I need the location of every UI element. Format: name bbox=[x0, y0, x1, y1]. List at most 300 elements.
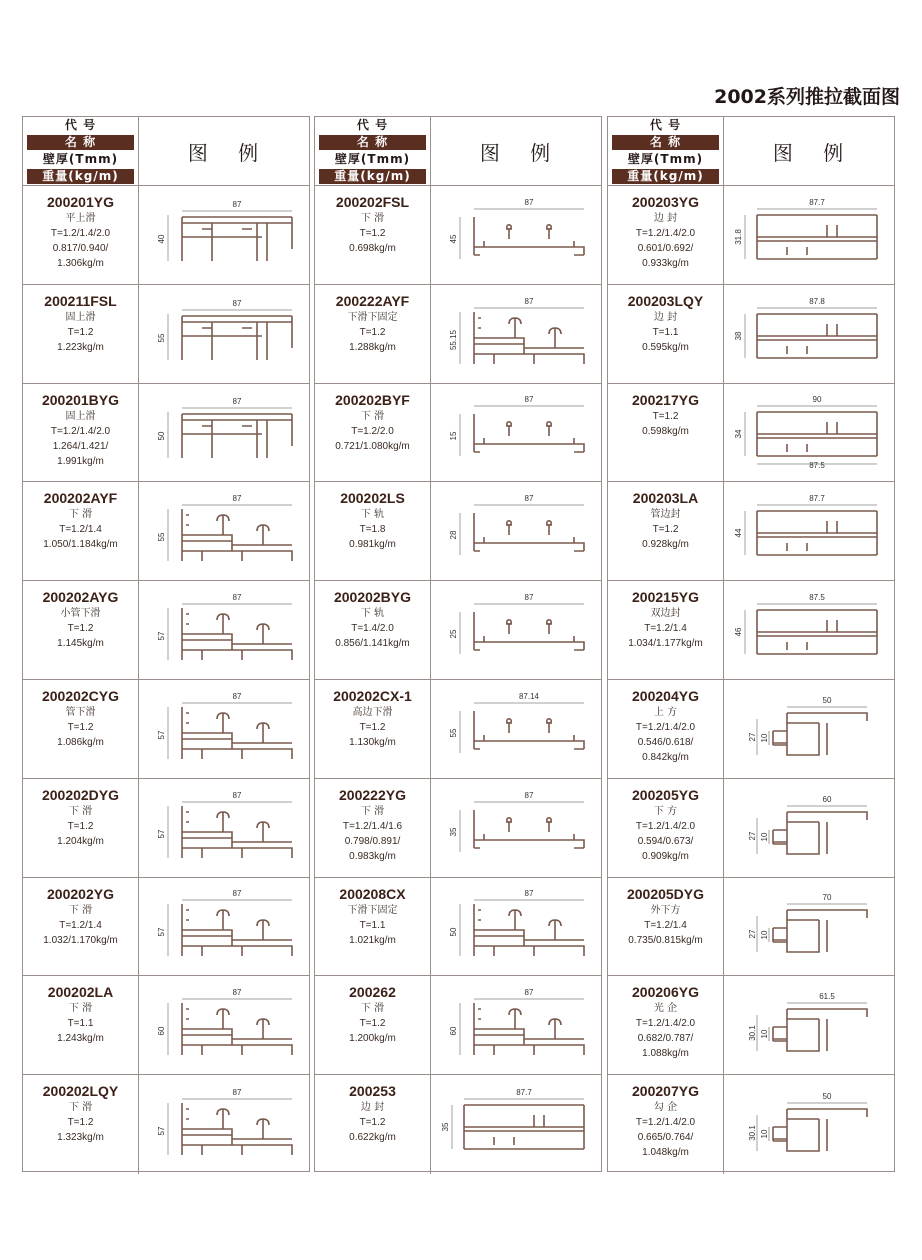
profile-code: 200202LA bbox=[47, 984, 114, 1001]
profile-spec: T=1.8 bbox=[359, 524, 386, 536]
profile-row bbox=[608, 1075, 894, 1174]
dimension-label: 50 bbox=[822, 1091, 831, 1101]
dimension-label: 87 bbox=[524, 395, 533, 405]
profile-name: 上 方 bbox=[653, 706, 678, 718]
profile-info bbox=[608, 779, 723, 877]
catalog-panel-right bbox=[607, 116, 895, 1172]
profile-name: 光 企 bbox=[653, 1003, 678, 1015]
profile-code: 200202BYG bbox=[333, 589, 412, 606]
profile-section-drawing bbox=[727, 386, 892, 478]
profile-row bbox=[608, 581, 894, 680]
profile-code: 200222AYF bbox=[335, 292, 410, 309]
profile-info bbox=[315, 976, 430, 1074]
dimension-label: 55 bbox=[448, 728, 458, 738]
dimension-label: 27 bbox=[747, 930, 757, 939]
profile-row bbox=[608, 976, 894, 1075]
profile-code: 200202AYG bbox=[42, 589, 119, 606]
profile-figure bbox=[138, 186, 309, 284]
profile-spec: T=1.2/1.4/2.0 bbox=[635, 721, 696, 733]
dimension-label: 38 bbox=[733, 331, 743, 341]
profile-row bbox=[608, 482, 894, 581]
profile-row bbox=[315, 186, 601, 285]
profile-section-drawing bbox=[434, 584, 599, 676]
profile-name: 下 滑 bbox=[360, 213, 385, 224]
dimension-label: 40 bbox=[156, 234, 166, 244]
profile-spec: 1.243kg/m bbox=[57, 1033, 104, 1045]
profile-name: 边 封 bbox=[360, 1102, 385, 1114]
profile-spec: T=1.2/2.0 bbox=[351, 425, 394, 437]
dimension-label: 87.7 bbox=[515, 1087, 532, 1097]
profile-spec: T=1.2/1.4/2.0 bbox=[635, 228, 696, 239]
profile-section-drawing bbox=[727, 880, 892, 972]
profile-section-drawing bbox=[727, 979, 892, 1071]
profile-spec: T=1.2/1.4 bbox=[644, 623, 687, 635]
dimension-label: 50 bbox=[156, 432, 166, 441]
profile-info bbox=[315, 680, 430, 778]
dimension-label: 87 bbox=[524, 494, 533, 504]
profile-spec: 0.928kg/m bbox=[642, 539, 689, 551]
dimension-label: 50 bbox=[448, 928, 458, 937]
profile-figure bbox=[430, 878, 601, 976]
profile-name: 小管下滑 bbox=[60, 608, 101, 620]
profile-row bbox=[608, 186, 894, 285]
profile-section-drawing bbox=[142, 288, 307, 380]
profile-spec: T=1.2 bbox=[359, 228, 386, 239]
dimension-label: 55.15 bbox=[448, 329, 458, 350]
profile-spec: 0.598kg/m bbox=[642, 425, 689, 437]
profile-info bbox=[608, 581, 723, 679]
profile-figure bbox=[723, 976, 894, 1074]
profile-spec: T=1.4/2.0 bbox=[351, 623, 394, 635]
header-code-label: 代 号 bbox=[356, 118, 389, 132]
dimension-label: 60 bbox=[822, 794, 831, 804]
profile-spec: T=1.2 bbox=[67, 721, 94, 733]
profile-figure bbox=[430, 1075, 601, 1174]
dimension-label: 70 bbox=[822, 893, 831, 903]
profile-name: 下 滑 bbox=[360, 1003, 385, 1015]
profile-spec: 1.288kg/m bbox=[349, 341, 396, 353]
profile-figure bbox=[430, 384, 601, 482]
dimension-label: 87.5 bbox=[808, 593, 825, 603]
profile-info bbox=[23, 878, 138, 976]
profile-name: 边 封 bbox=[653, 311, 678, 323]
profile-spec: T=1.2/1.4/1.6 bbox=[342, 820, 403, 832]
profile-figure bbox=[138, 285, 309, 383]
header-weight-label: 重量(kg/m) bbox=[27, 169, 134, 184]
profile-spec: 1.145kg/m bbox=[57, 638, 104, 650]
profile-row bbox=[315, 878, 601, 977]
profile-section-drawing bbox=[142, 189, 307, 281]
dimension-label: 30.1 bbox=[747, 1025, 757, 1042]
profile-section-drawing bbox=[142, 683, 307, 775]
dimension-label: 10 bbox=[759, 1129, 769, 1139]
dimension-label: 57 bbox=[156, 1126, 166, 1136]
profile-code: 200211FSL bbox=[44, 292, 117, 309]
profile-code: 200253 bbox=[349, 1083, 396, 1100]
profile-section-drawing bbox=[727, 485, 892, 577]
profile-info bbox=[315, 384, 430, 482]
profile-row bbox=[608, 384, 894, 483]
dimension-label: 87 bbox=[232, 1087, 241, 1097]
profile-spec: 0.933kg/m bbox=[642, 258, 689, 269]
profile-figure bbox=[430, 186, 601, 284]
profile-name: 管下滑 bbox=[65, 706, 96, 718]
dimension-label: 87 bbox=[232, 790, 241, 800]
dimension-label: 87 bbox=[524, 988, 533, 998]
profile-row bbox=[23, 482, 309, 581]
header-code-label: 代 号 bbox=[64, 118, 97, 132]
profile-figure bbox=[723, 1075, 894, 1174]
profile-spec: T=1.2 bbox=[359, 1018, 386, 1030]
profile-code: 200201BYG bbox=[41, 391, 120, 408]
profile-figure bbox=[723, 581, 894, 679]
dimension-label: 10 bbox=[759, 931, 769, 940]
profile-spec: 0.546/0.618/ bbox=[637, 736, 694, 748]
dimension-label: 10 bbox=[759, 733, 769, 743]
profile-figure bbox=[723, 186, 894, 284]
profile-spec: 1.264/1.421/ bbox=[52, 440, 109, 452]
profile-figure bbox=[723, 680, 894, 778]
profile-code: 200207YG bbox=[632, 1083, 699, 1100]
profile-row bbox=[23, 384, 309, 483]
profile-info bbox=[23, 384, 138, 482]
profile-name: 下 滑 bbox=[68, 1102, 93, 1114]
profile-name: 下 滑 bbox=[68, 904, 93, 916]
profile-spec: 1.204kg/m bbox=[57, 835, 104, 847]
profile-spec: 0.594/0.673/ bbox=[637, 835, 694, 847]
header-thickness-label: 壁厚(Tmm) bbox=[627, 152, 704, 166]
profile-code: 200202LQY bbox=[42, 1083, 119, 1100]
profile-section-drawing bbox=[727, 782, 892, 874]
dimension-label: 87.7 bbox=[808, 197, 825, 207]
dimension-label: 57 bbox=[156, 631, 166, 641]
profile-row bbox=[315, 581, 601, 680]
profile-section-drawing bbox=[142, 386, 307, 478]
profile-code: 200208CX bbox=[339, 885, 406, 902]
profile-spec: 0.665/0.764/ bbox=[637, 1132, 694, 1144]
profile-section-drawing bbox=[434, 782, 599, 874]
dimension-label: 35 bbox=[448, 827, 458, 837]
profile-row bbox=[315, 384, 601, 483]
header-labels bbox=[608, 117, 723, 185]
profile-info bbox=[23, 976, 138, 1074]
profile-info bbox=[23, 285, 138, 383]
profile-spec: 1.086kg/m bbox=[57, 736, 104, 748]
profile-info bbox=[608, 878, 723, 976]
profile-row bbox=[315, 976, 601, 1075]
profile-section-drawing bbox=[434, 1079, 599, 1171]
profile-figure bbox=[138, 384, 309, 482]
header-code-label: 代 号 bbox=[649, 118, 682, 132]
profile-figure bbox=[138, 1075, 309, 1174]
dimension-label: 50 bbox=[822, 695, 831, 705]
profile-row bbox=[315, 482, 601, 581]
profile-spec: 1.088kg/m bbox=[642, 1048, 689, 1060]
profile-code: 200201YG bbox=[47, 194, 114, 210]
profile-spec: 0.983kg/m bbox=[349, 850, 396, 862]
profile-spec: 1.991kg/m bbox=[57, 455, 104, 467]
profile-spec: 1.034/1.177kg/m bbox=[628, 638, 703, 650]
profile-row bbox=[608, 285, 894, 384]
profile-section-drawing bbox=[727, 683, 892, 775]
header-name-label: 名 称 bbox=[27, 135, 134, 150]
dimension-label: 87 bbox=[524, 593, 533, 603]
header-name-label: 名 称 bbox=[319, 135, 426, 150]
profile-spec: T=1.2 bbox=[67, 623, 94, 635]
profile-code: 200222YG bbox=[339, 786, 406, 803]
profile-row bbox=[23, 285, 309, 384]
profile-info bbox=[608, 680, 723, 778]
profile-info bbox=[23, 581, 138, 679]
dimension-label: 27 bbox=[747, 732, 757, 742]
dimension-label: 25 bbox=[448, 629, 458, 639]
profile-spec: 0.817/0.940/ bbox=[52, 243, 109, 254]
dimension-label: 46 bbox=[733, 627, 743, 637]
profile-name: 固上滑 bbox=[65, 311, 96, 323]
profile-code: 200203LQY bbox=[627, 292, 704, 309]
profile-figure bbox=[430, 680, 601, 778]
profile-spec: 1.223kg/m bbox=[57, 341, 104, 353]
dimension-label: 87.8 bbox=[808, 296, 825, 306]
profile-section-drawing bbox=[434, 386, 599, 478]
profile-name: 下 滑 bbox=[68, 509, 93, 521]
profile-spec: T=1.2/1.4/2.0 bbox=[635, 820, 696, 832]
profile-info bbox=[315, 482, 430, 580]
profile-code: 200203YG bbox=[632, 194, 699, 210]
profile-row bbox=[608, 680, 894, 779]
profile-code: 200215YG bbox=[632, 589, 699, 606]
dimension-label: 90 bbox=[812, 395, 821, 405]
header-name-label: 名 称 bbox=[612, 135, 719, 150]
header-figure-label: 图 例 bbox=[138, 117, 309, 185]
header-figure-label: 图 例 bbox=[723, 117, 894, 185]
profile-row bbox=[23, 581, 309, 680]
profile-name: 下滑下固定 bbox=[347, 311, 398, 323]
dimension-label: 44 bbox=[733, 528, 743, 538]
profile-figure bbox=[138, 581, 309, 679]
profile-spec: 1.032/1.170kg/m bbox=[43, 934, 118, 946]
profile-spec: 0.735/0.815kg/m bbox=[628, 934, 703, 946]
profile-spec: 0.595kg/m bbox=[642, 341, 689, 353]
profile-spec: 1.306kg/m bbox=[57, 258, 104, 269]
profile-row bbox=[23, 1075, 309, 1174]
profile-code: 200202LS bbox=[340, 490, 405, 507]
profile-section-drawing bbox=[727, 189, 892, 281]
profile-spec: T=1.2 bbox=[652, 524, 679, 536]
dimension-label: 87.5 bbox=[808, 461, 825, 471]
profile-row bbox=[23, 680, 309, 779]
profile-code: 200205DYG bbox=[626, 885, 705, 902]
profile-spec: T=1.2 bbox=[67, 820, 94, 832]
dimension-label: 87 bbox=[524, 790, 533, 800]
dimension-label: 87 bbox=[232, 494, 241, 504]
profile-figure bbox=[430, 581, 601, 679]
profile-spec: 1.048kg/m bbox=[642, 1147, 689, 1159]
profile-spec: 0.909kg/m bbox=[642, 850, 689, 862]
profile-spec: T=1.2/1.4/2.0 bbox=[50, 425, 111, 437]
profile-spec: T=1.2/1.4/2.0 bbox=[50, 228, 111, 239]
profile-figure bbox=[723, 779, 894, 877]
profile-info bbox=[608, 1075, 723, 1174]
profile-info bbox=[315, 1075, 430, 1174]
profile-spec: T=1.2 bbox=[67, 1117, 94, 1129]
profile-section-drawing bbox=[142, 979, 307, 1071]
dimension-label: 61.5 bbox=[818, 992, 835, 1002]
profile-row bbox=[608, 779, 894, 878]
dimension-label: 87 bbox=[232, 988, 241, 998]
profile-spec: 1.021kg/m bbox=[349, 934, 396, 946]
profile-info bbox=[23, 680, 138, 778]
profile-info bbox=[315, 878, 430, 976]
profile-section-drawing bbox=[434, 683, 599, 775]
profile-row bbox=[608, 878, 894, 977]
profile-spec: T=1.2/1.4 bbox=[59, 919, 102, 931]
profile-spec: T=1.2 bbox=[652, 410, 679, 422]
profile-section-drawing bbox=[434, 288, 599, 380]
profile-code: 200204YG bbox=[632, 687, 699, 704]
dimension-label: 60 bbox=[156, 1026, 166, 1036]
header-weight-label: 重量(kg/m) bbox=[612, 169, 719, 184]
profile-info bbox=[608, 482, 723, 580]
dimension-label: 15 bbox=[448, 432, 458, 441]
panel-header bbox=[608, 117, 894, 186]
dimension-label: 60 bbox=[448, 1026, 458, 1036]
dimension-label: 87.7 bbox=[808, 494, 825, 504]
profile-info bbox=[23, 779, 138, 877]
dimension-label: 87 bbox=[232, 199, 241, 209]
dimension-label: 87 bbox=[232, 691, 241, 701]
header-labels bbox=[315, 117, 430, 185]
profile-name: 固上滑 bbox=[65, 410, 96, 422]
profile-name: 下滑下固定 bbox=[347, 904, 398, 916]
profile-section-drawing bbox=[727, 288, 892, 380]
profile-row bbox=[23, 186, 309, 285]
profile-name: 勾 企 bbox=[653, 1102, 678, 1114]
profile-row bbox=[315, 285, 601, 384]
dimension-label: 57 bbox=[156, 928, 166, 937]
profile-figure bbox=[430, 976, 601, 1074]
catalog-panel-left bbox=[22, 116, 310, 1172]
profile-spec: 0.622kg/m bbox=[349, 1132, 396, 1144]
dimension-label: 28 bbox=[448, 530, 458, 540]
profile-info bbox=[608, 285, 723, 383]
profile-row bbox=[315, 1075, 601, 1174]
profile-row bbox=[23, 779, 309, 878]
profile-figure bbox=[723, 384, 894, 482]
profile-code: 200262 bbox=[349, 984, 396, 1001]
profile-section-drawing bbox=[142, 485, 307, 577]
header-labels bbox=[23, 117, 138, 185]
profile-figure bbox=[138, 680, 309, 778]
dimension-label: 10 bbox=[759, 832, 769, 842]
profile-section-drawing bbox=[727, 1079, 892, 1171]
dimension-label: 55 bbox=[156, 532, 166, 542]
profile-spec: T=1.2 bbox=[359, 326, 386, 338]
profile-section-drawing bbox=[434, 485, 599, 577]
profile-code: 200202YG bbox=[47, 885, 114, 902]
dimension-label: 35 bbox=[440, 1122, 450, 1132]
dimension-label: 87.14 bbox=[518, 691, 539, 701]
profile-name: 高边下滑 bbox=[352, 706, 393, 718]
profile-section-drawing bbox=[142, 1079, 307, 1171]
profile-info bbox=[315, 581, 430, 679]
dimension-label: 87 bbox=[524, 296, 533, 306]
profile-spec: 0.682/0.787/ bbox=[637, 1033, 694, 1045]
profile-info bbox=[23, 1075, 138, 1174]
profile-name: 双边封 bbox=[650, 608, 681, 620]
dimension-label: 27 bbox=[747, 831, 757, 841]
profile-name: 下 方 bbox=[653, 805, 678, 817]
profile-figure bbox=[138, 976, 309, 1074]
profile-figure bbox=[723, 878, 894, 976]
panel-header bbox=[23, 117, 309, 186]
profile-section-drawing bbox=[434, 189, 599, 281]
profile-name: 平上滑 bbox=[65, 213, 96, 224]
profile-name: 外下方 bbox=[650, 904, 681, 916]
profile-spec: T=1.2 bbox=[359, 1117, 386, 1129]
profile-code: 200202CYG bbox=[41, 687, 120, 704]
dimension-label: 87 bbox=[524, 889, 533, 899]
profile-name: 下 滑 bbox=[360, 410, 385, 422]
profile-spec: 0.842kg/m bbox=[642, 751, 689, 763]
dimension-label: 45 bbox=[448, 234, 458, 244]
profile-info bbox=[608, 976, 723, 1074]
profile-row bbox=[23, 976, 309, 1075]
profile-info bbox=[315, 285, 430, 383]
profile-name: 下 轨 bbox=[360, 509, 385, 521]
profile-section-drawing bbox=[434, 979, 599, 1071]
profile-figure bbox=[723, 482, 894, 580]
profile-row bbox=[315, 779, 601, 878]
profile-name: 下 轨 bbox=[360, 608, 385, 620]
profile-section-drawing bbox=[142, 880, 307, 972]
profile-code: 200202FSL bbox=[335, 194, 410, 210]
profile-info bbox=[608, 384, 723, 482]
dimension-label: 87 bbox=[232, 889, 241, 899]
profile-figure bbox=[138, 779, 309, 877]
panel-header bbox=[315, 117, 601, 186]
profile-figure bbox=[430, 482, 601, 580]
profile-name: 管边封 bbox=[650, 509, 681, 521]
profile-code: 200217YG bbox=[632, 391, 699, 408]
profile-section-drawing bbox=[142, 782, 307, 874]
profile-info bbox=[23, 482, 138, 580]
dimension-label: 87 bbox=[232, 593, 241, 603]
profile-name: 下 滑 bbox=[68, 805, 93, 817]
header-figure-label: 图 例 bbox=[430, 117, 601, 185]
profile-section-drawing bbox=[727, 584, 892, 676]
profile-figure bbox=[138, 482, 309, 580]
dimension-label: 57 bbox=[156, 730, 166, 740]
profile-info bbox=[608, 186, 723, 284]
profile-code: 200202CX-1 bbox=[333, 687, 412, 704]
profile-spec: 0.601/0.692/ bbox=[637, 243, 694, 254]
profile-spec: T=1.2 bbox=[359, 721, 386, 733]
profile-figure bbox=[723, 285, 894, 383]
dimension-label: 57 bbox=[156, 829, 166, 839]
profile-spec: 0.721/1.080kg/m bbox=[335, 440, 410, 452]
profile-spec: 1.130kg/m bbox=[349, 736, 396, 748]
profile-row bbox=[23, 878, 309, 977]
profile-spec: T=1.2/1.4 bbox=[644, 919, 687, 931]
profile-name: 边 封 bbox=[653, 213, 678, 224]
profile-name: 下 滑 bbox=[360, 805, 385, 817]
profile-code: 200202BYF bbox=[335, 391, 410, 408]
dimension-label: 34 bbox=[733, 430, 743, 439]
profile-figure bbox=[138, 878, 309, 976]
profile-spec: 0.856/1.141kg/m bbox=[335, 638, 410, 650]
profile-spec: 1.200kg/m bbox=[349, 1033, 396, 1045]
